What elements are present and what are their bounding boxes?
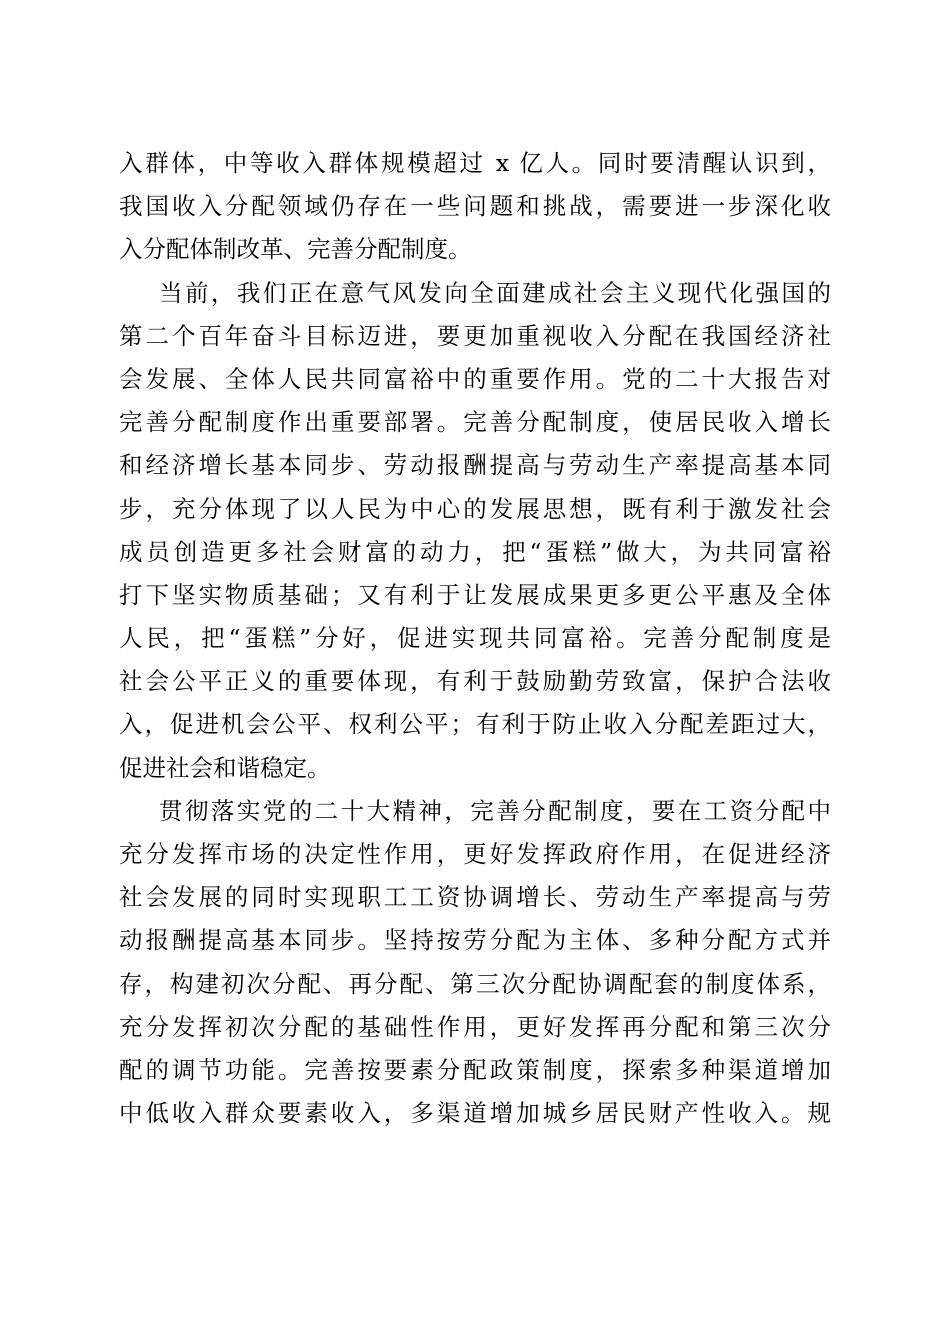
text-line: 当前，我们正在意气风发向全面建成社会主义现代化强国的 [159, 278, 831, 307]
text-line: 打下坚实物质基础；又有利于让发展成果更多更公平惠及全体 [119, 580, 831, 609]
text-line: 社会公平正义的重要体现，有利于鼓励勤劳致富，保护合法收 [119, 667, 831, 696]
text-line: 充分发挥初次分配的基础性作用，更好发挥再分配和第三次分 [119, 1012, 831, 1041]
text-line: 人民，把“蛋糕”分好，促进实现共同富裕。完善分配制度是 [119, 624, 831, 653]
text-line: 入，促进机会公平、权利公平；有利于防止收入分配差距过大， [119, 710, 831, 739]
text-line: 和经济增长基本同步、劳动报酬提高与劳动生产率提高基本同 [119, 451, 831, 480]
text-line: 贯彻落实党的二十大精神，完善分配制度，要在工资分配中 [159, 796, 831, 825]
text-line: 我国收入分配领域仍存在一些问题和挑战，需要进一步深化收 [119, 192, 831, 221]
text-line [119, 1135, 831, 1178]
text-line: 充分发挥市场的决定性作用，更好发挥政府作用，在促进经济 [119, 840, 831, 868]
text-line: 会发展、全体人民共同富裕中的重要作用。党的二十大报告对 [119, 364, 831, 393]
text-line: 步，充分体现了以人民为中心的发展思想，既有利于激发社会 [119, 494, 831, 523]
text-line: 社会发展的同时实现职工工资协调增长、劳动生产率提高与劳 [119, 883, 831, 912]
text-line: 第二个百年奋斗目标迈进，要更加重视收入分配在我国经济社 [119, 321, 831, 350]
text-line: 促进社会和谐稳定。 [119, 753, 331, 782]
text-line: 完善分配制度作出重要部署。完善分配制度，使居民收入增长 [119, 408, 831, 437]
text-line: 配的调节功能。完善按要素分配政策制度，探索多种渠道增加 [119, 1055, 831, 1084]
text-line: 成员创造更多社会财富的动力，把“蛋糕”做大，为共同富裕 [119, 537, 831, 566]
text-line: 中低收入群众要素收入，多渠道增加城乡居民财产性收入。规 [119, 1099, 831, 1128]
text-line: 动报酬提高基本同步。坚持按劳分配为主体、多种分配方式并 [119, 926, 831, 955]
body-text [119, 142, 831, 1179]
text-line: 存，构建初次分配、再分配、第三次分配协调配套的制度体系， [119, 969, 831, 998]
text-line: 入分配体制改革、完善分配制度。 [119, 235, 472, 264]
text-line: 入群体，中等收入群体规模超过 x 亿人。同时要清醒认识到， [119, 149, 831, 177]
